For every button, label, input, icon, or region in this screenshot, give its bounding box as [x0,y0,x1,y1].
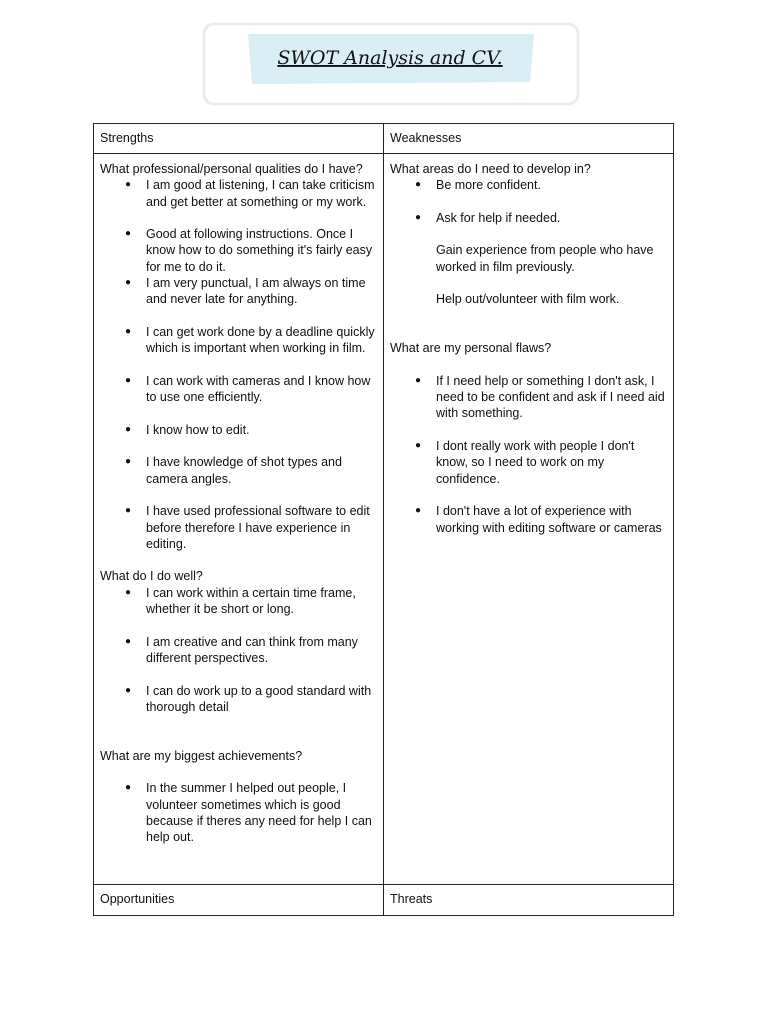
threats-header: Threats [390,892,433,906]
swot-table [93,123,674,916]
weaknesses-header: Weaknesses [390,131,462,145]
list-item: ● I can work with cameras and I know how to use one efficiently. [100,373,377,406]
strengths-question: What are my biggest achievements? [100,748,303,763]
list-item: ● Ask for help if needed. [390,210,667,226]
weakness-note: Help out/volunteer with film work. [436,292,620,307]
list-item: ● Good at following instructions. Once I know how to do something it's fairly easy for me to do it. [100,226,377,275]
list-item: ● I am good at listening, I can take criticism and get better at something or my work. [100,177,377,210]
list-item: ● I can work within a certain time frame, whether it be short or long. [100,585,377,618]
list-item: ● I have knowledge of shot types and camera angles. [100,454,377,487]
list-item: ● I can get work done by a deadline quickly which is important when working in film. [100,324,377,357]
strengths-list [100,585,377,715]
weakness-note: Gain experience from people who have worked in film previously. [436,243,654,274]
weaknesses-list [390,177,667,226]
list-item: ● I don't have a lot of experience with working with editing software or cameras [390,503,667,536]
list-item: ● In the summer I helped out people, I volunteer sometimes which is good because if theres any need for help I can help out. [100,780,377,845]
weaknesses-question: What are my personal flaws? [390,341,552,356]
banner-title: SWOT Analysis and CV. [277,47,503,69]
opportunities-header: Opportunities [100,892,175,906]
strengths-list [100,780,377,845]
strengths-header: Strengths [100,131,154,145]
list-item: ● Be more confident. [390,177,667,193]
title-banner [200,20,582,110]
strengths-question: What do I do well? [100,569,203,584]
strengths-cell [94,154,383,884]
list-item: ● I know how to edit. [100,422,377,438]
list-item: ● I have used professional software to edit before therefore I have experience in editing. [100,503,377,552]
list-item: ● I dont really work with people I don't know, so I need to work on my confidence. [390,438,667,487]
list-item: ● If I need help or something I don't ask, I need to be confident and ask if I need aid with something. [390,373,667,422]
weaknesses-list [390,373,667,536]
list-item: ● I am creative and can think from many different perspectives. [100,634,377,667]
weaknesses-question: What areas do I need to develop in? [390,162,591,176]
strengths-question: What professional/personal qualities do I have? [100,162,363,176]
strengths-list [100,177,377,552]
list-item: ● I can do work up to a good standard with thorough detail [100,683,377,716]
weaknesses-cell [384,154,673,884]
list-item: ● I am very punctual, I am always on time and never late for anything. [100,275,377,308]
